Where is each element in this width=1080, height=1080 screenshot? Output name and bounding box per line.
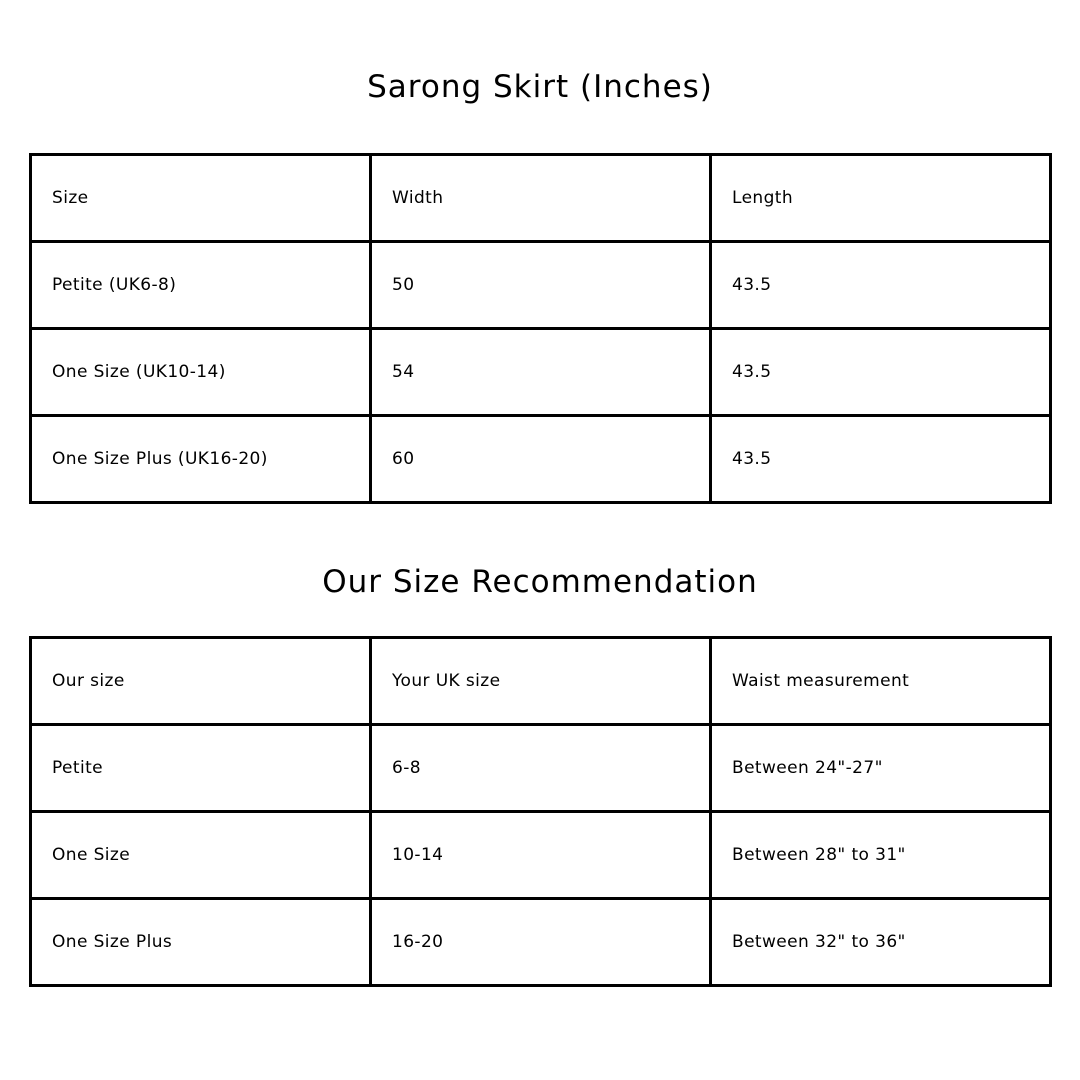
table-cell: Petite	[31, 725, 371, 812]
header-cell-length: Length	[711, 155, 1051, 242]
table-cell: 43.5	[711, 416, 1051, 503]
table-cell: Between 24"-27"	[711, 725, 1051, 812]
table-row	[31, 899, 1051, 986]
table-cell: 16-20	[371, 899, 711, 986]
table-cell: One Size Plus	[31, 899, 371, 986]
sarong-size-table	[29, 153, 1052, 504]
header-cell-size: Size	[31, 155, 371, 242]
table-row	[31, 329, 1051, 416]
table-cell: Between 32" to 36"	[711, 899, 1051, 986]
header-cell-waist: Waist measurement	[711, 638, 1051, 725]
table-cell: 54	[371, 329, 711, 416]
header-cell-our-size: Our size	[31, 638, 371, 725]
table-cell: 43.5	[711, 329, 1051, 416]
table-cell: One Size (UK10-14)	[31, 329, 371, 416]
table-cell: 6-8	[371, 725, 711, 812]
table-row	[31, 812, 1051, 899]
table-header-row	[31, 155, 1051, 242]
table-cell: One Size Plus (UK16-20)	[31, 416, 371, 503]
table-header-row	[31, 638, 1051, 725]
table-cell: Between 28" to 31"	[711, 812, 1051, 899]
table-cell: 60	[371, 416, 711, 503]
table-row	[31, 725, 1051, 812]
table-row	[31, 242, 1051, 329]
table-cell: 43.5	[711, 242, 1051, 329]
table-cell: Petite (UK6-8)	[31, 242, 371, 329]
table-cell: One Size	[31, 812, 371, 899]
table-cell: 10-14	[371, 812, 711, 899]
size-recommendation-table	[29, 636, 1052, 987]
sarong-table-title: Sarong Skirt (Inches)	[367, 69, 713, 105]
table-cell: 50	[371, 242, 711, 329]
table-row	[31, 416, 1051, 503]
recommendation-table-title: Our Size Recommendation	[322, 564, 758, 600]
header-cell-uk-size: Your UK size	[371, 638, 711, 725]
header-cell-width: Width	[371, 155, 711, 242]
